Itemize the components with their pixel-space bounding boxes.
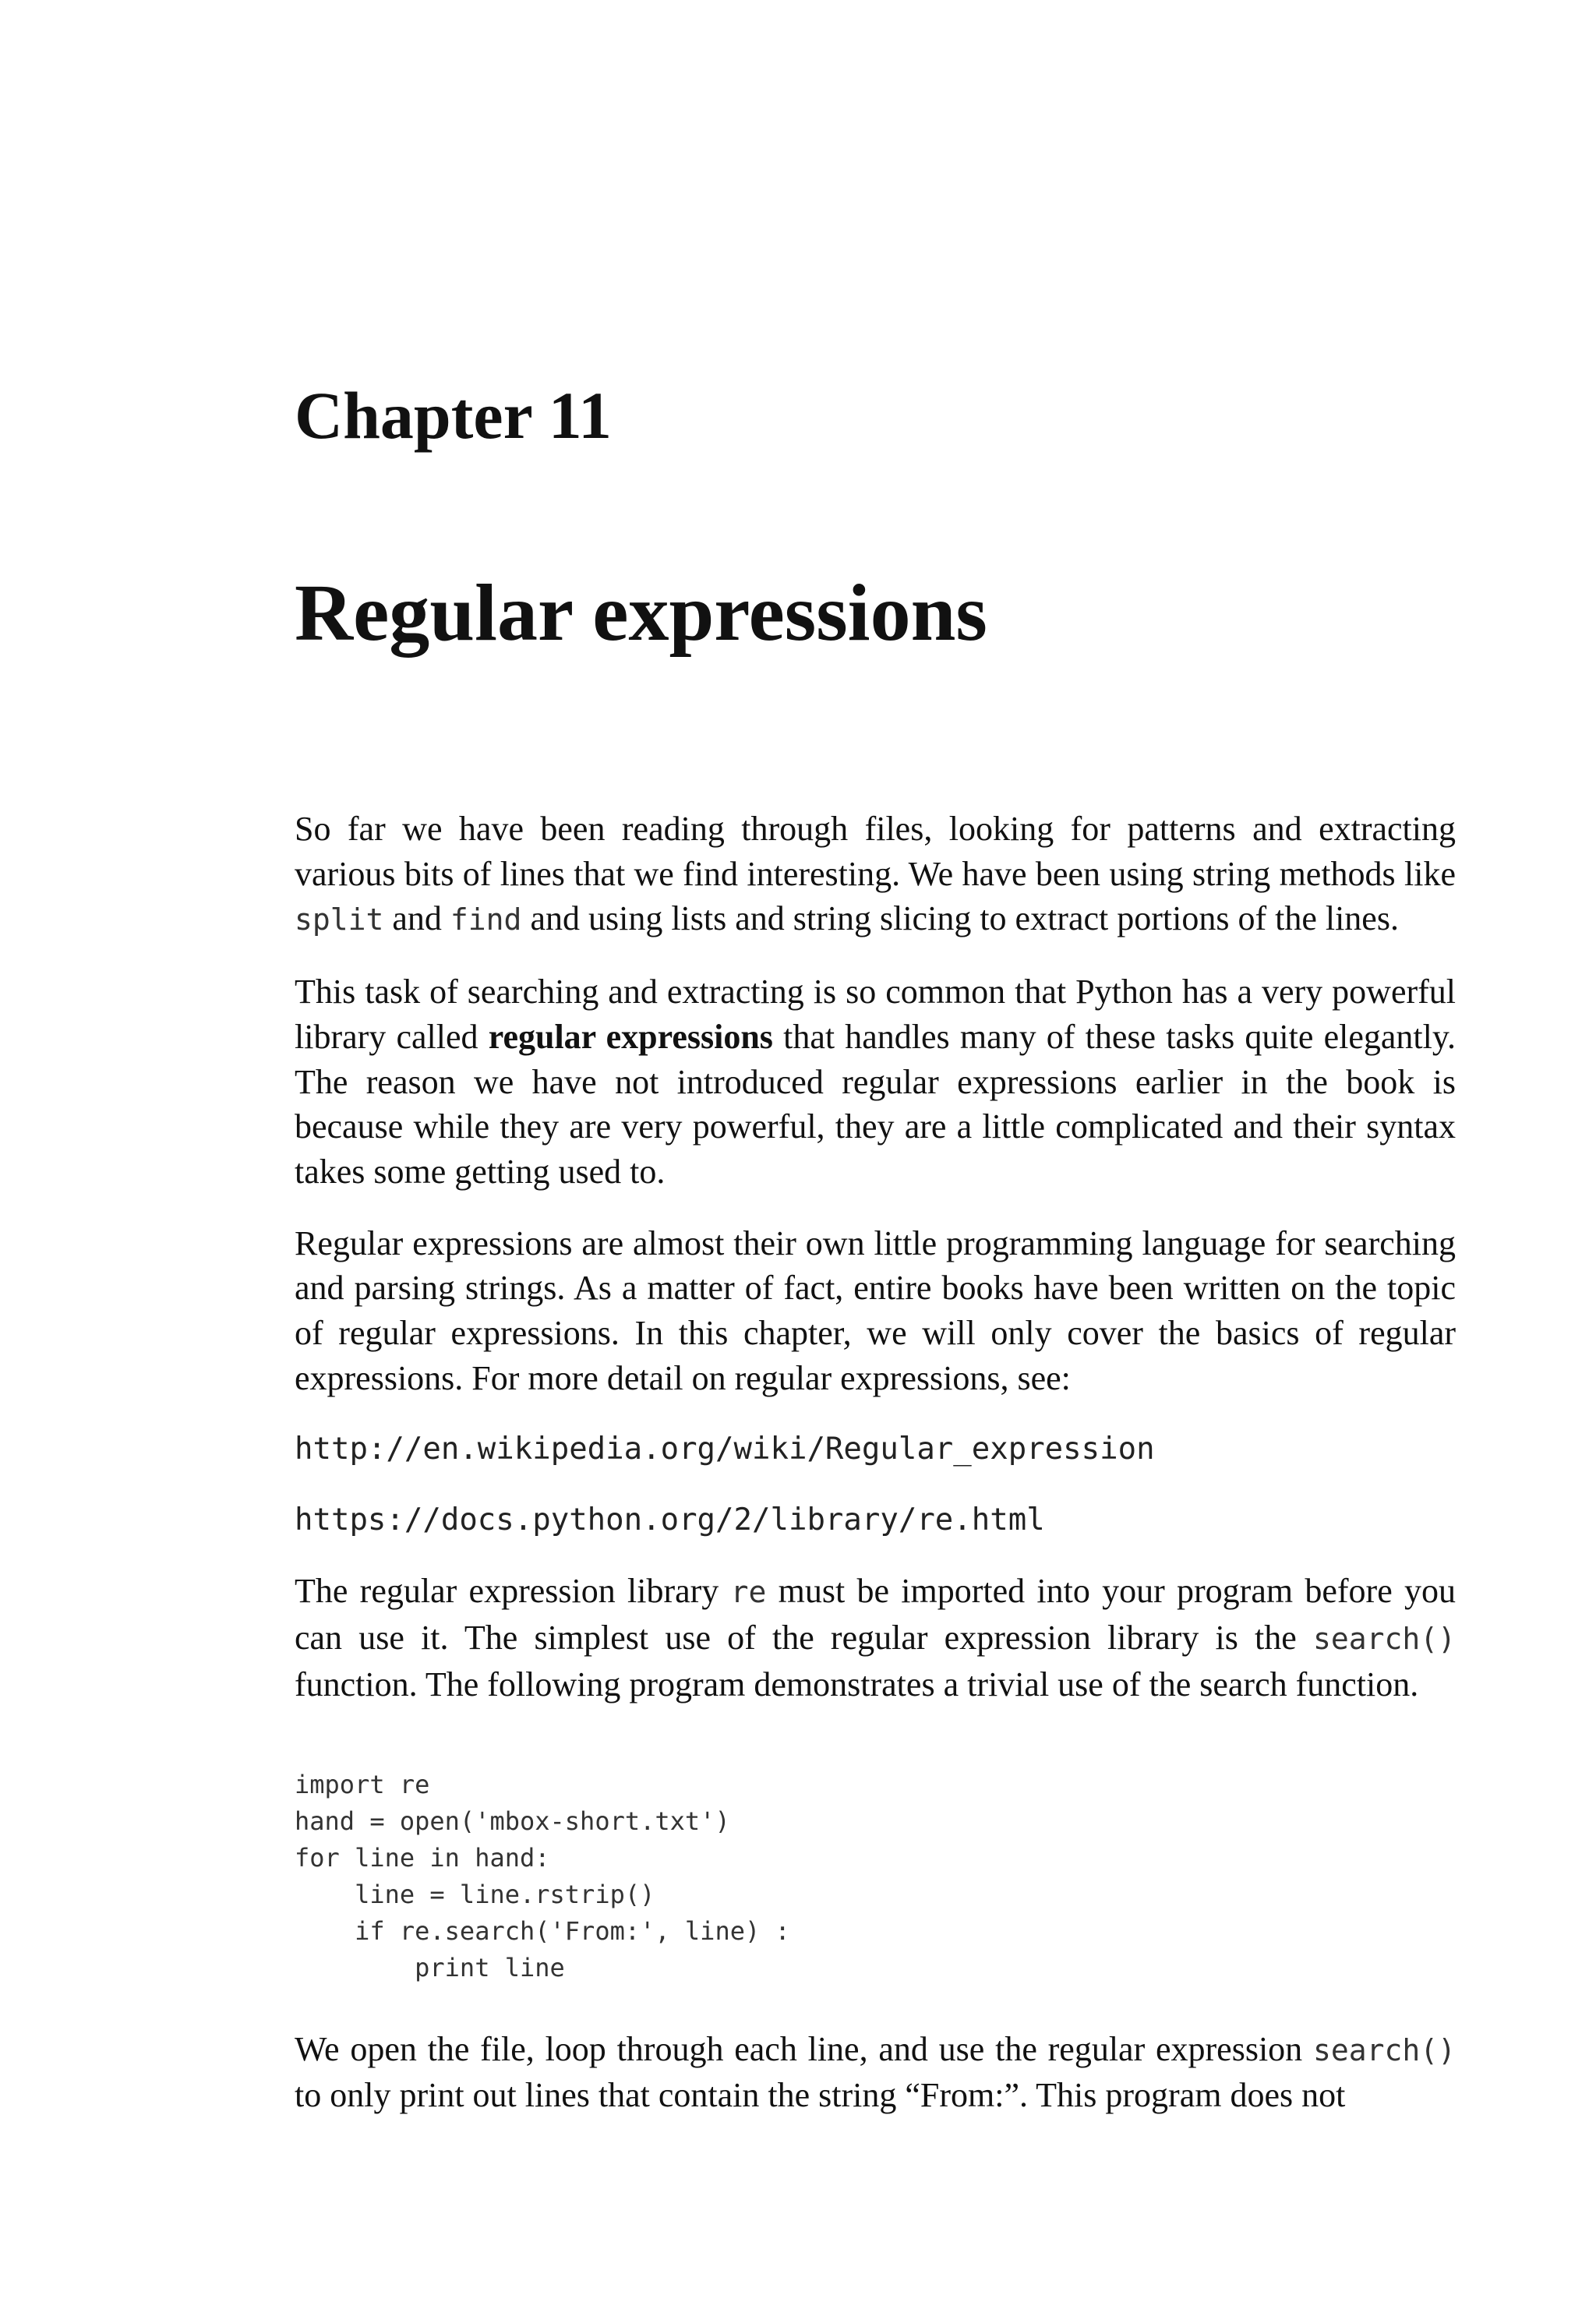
re-library-paragraph [295, 1569, 1456, 1707]
chapter-title: Regular expressions [295, 568, 987, 658]
inline-code-search: search() [1312, 1622, 1456, 1657]
wikipedia-url[interactable]: http://en.wikipedia.org/wiki/Regular_expression [295, 1432, 1155, 1467]
text-run: So far we have been reading through files, looking for patterns and extracting various bits of lines that we find interesting. We have been using string methods like [295, 810, 1456, 893]
inline-code-find: find [450, 902, 522, 937]
text-run: function. The following program demonstrates a trivial use of the search function. [295, 1665, 1419, 1704]
inline-code-search: search() [1312, 2032, 1456, 2067]
text-run: This task of searching and extracting is so common that Python has a very powerful library called [295, 973, 1456, 1056]
bold-term: regular expressions [488, 1017, 773, 1056]
text-run: must be imported into your program before you can use it. The simplest use of the regular expression library is the [295, 1572, 1456, 1658]
intro-paragraph [295, 807, 1456, 943]
text-run: We open the file, loop through each line, and use the regular expression [295, 2029, 1313, 2068]
explanation-paragraph [295, 2027, 1456, 2118]
text-run: to only print out lines that contain the string “From:”. This program does not [295, 2076, 1346, 2115]
library-paragraph [295, 969, 1456, 1195]
text-run: and using lists and string slicing to extract portions of the lines. [521, 899, 1399, 938]
python-docs-url[interactable]: https://docs.python.org/2/library/re.html [295, 1502, 1045, 1538]
text-run: and [383, 899, 450, 938]
inline-code-split: split [295, 902, 384, 937]
page [295, 378, 1456, 2115]
inline-code-re: re [730, 1575, 767, 1610]
text-run: The regular expression library [295, 1572, 731, 1611]
chapter-label: Chapter 11 [295, 378, 612, 453]
chapter-body [295, 807, 1456, 2118]
code-block: import re hand = open('mbox-short.txt') for line in hand: line = line.rstrip() if re.search('From:', line) : print line [295, 1769, 790, 1982]
text-run: that handles many of these tasks quite elegantly. The reason we have not introduced regular expressions earlier in the book is because while they are very powerful, they are a little complicated and their syntax takes some getting used to. [295, 1017, 1456, 1191]
language-paragraph: Regular expressions are almost their own little programming language for searching and parsing strings. As a matter of fact, entire books have been written on the topic of regular expressions. In this chapter, we will only cover the basics of regular expressions. For more detail on regular expressions, see: [295, 1223, 1456, 1397]
